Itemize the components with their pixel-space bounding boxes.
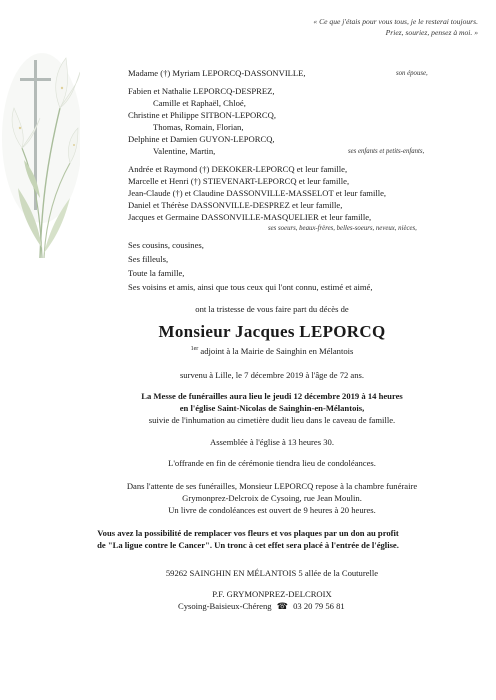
- family-address: 59262 SAINGHIN EN MÉLANTOIS 5 allée de la Couturelle: [165, 568, 379, 578]
- funeral-home-phone: 03 20 79 56 81: [293, 601, 345, 611]
- children-line-3: Christine et Philippe SITBON-LEPORCQ,: [128, 110, 277, 120]
- others-line-2: Ses filleuls,: [128, 254, 169, 264]
- children-line-1: Fabien et Nathalie LEPORCQ-DESPREZ,: [128, 86, 275, 96]
- others-line-4: Ses voisins et amis, ainsi que tous ceux qui l'ont connu, estimé et aimé,: [128, 282, 373, 292]
- siblings-line-3: Jean-Claude (†) et Claudine DASSONVILLE-MASSELOT et leur famille,: [128, 188, 387, 198]
- children-line-5: Delphine et Damien GUYON-LEPORCQ,: [128, 134, 275, 144]
- mass-line-1: La Messe de funérailles aura lieu le jeudi 12 décembre 2019 à 14 heures: [141, 391, 403, 401]
- telephone-icon: ☎: [276, 601, 288, 611]
- deceased-name: Monsieur Jacques LEPORCQ: [158, 322, 386, 341]
- donation-line-2: de "La ligue contre le Cancer". Un tronc à cet effet sera placé à l'entrée de l'église.: [97, 540, 399, 550]
- death-line: survenu à Lille, le 7 décembre 2019 à l'âge de 72 ans.: [179, 370, 365, 380]
- mass-line-2: en l'église Saint-Nicolas de Sainghin-en-Mélantois,: [179, 403, 365, 413]
- epitaph-quote-line-1: « Ce que j'étais pour vous tous, je le resterai toujours.: [313, 17, 478, 26]
- funeral-home-name: P.F. GRYMONPREZ-DELCROIX: [212, 589, 332, 599]
- epitaph-quote-line-2: Priez, souriez, pensez à moi. »: [385, 28, 478, 37]
- deceased-title-ordinal: 1er: [190, 346, 199, 352]
- deceased-title: [24, 344, 496, 356]
- siblings-relation: ses soeurs, beaux-frères, belles-soeurs, neveux, nièces,: [268, 225, 417, 232]
- siblings-line-4: Daniel et Thérèse DASSONVILLE-DESPREZ et leur famille,: [128, 200, 343, 210]
- others-line-3: Toute la famille,: [128, 268, 185, 278]
- children-line-4: Thomas, Romain, Florian,: [153, 122, 244, 132]
- spouse-line: Madame (†) Myriam LEPORCQ-DASSONVILLE,: [128, 68, 306, 78]
- announcement-line: ont la tristesse de vous faire part du décès de: [195, 304, 349, 314]
- siblings-line-5: Jacques et Germaine DASSONVILLE-MASQUELIER et leur famille,: [128, 212, 372, 222]
- rest-line-1: Dans l'attente de ses funérailles, Monsieur LEPORCQ repose à la chambre funéraire: [126, 481, 418, 491]
- rest-line-3: Un livre de condoléances est ouvert de 9 heures à 20 heures.: [168, 505, 376, 515]
- funeral-home-city: Cysoing-Baisieux-Chéreng: [178, 601, 272, 611]
- children-line-2: Camille et Raphaël, Chloé,: [153, 98, 246, 108]
- others-line-1: Ses cousins, cousines,: [128, 240, 204, 250]
- siblings-line-1: Andrée et Raymond (†) DEKOKER-LEPORCQ et leur famille,: [128, 164, 348, 174]
- children-line-6: Valentine, Martin,: [153, 146, 216, 156]
- mass-line-3: suivie de l'inhumation au cimetière dudit lieu dans le caveau de famille.: [148, 415, 396, 425]
- children-relation: ses enfants et petits-enfants,: [348, 148, 425, 155]
- siblings-line-2: Marcelle et Henri (†) STIEVENART-LEPORCQ et leur famille,: [128, 176, 350, 186]
- deceased-title-text: adjoint à la Mairie de Sainghin en Mélantois: [198, 345, 354, 356]
- offering-line: L'offrande en fin de cérémonie tiendra lieu de condoléances.: [168, 458, 376, 468]
- gathering-line: Assemblée à l'église à 13 heures 30.: [210, 437, 334, 447]
- spouse-relation: son épouse,: [396, 70, 428, 77]
- funeral-home-contact: [178, 601, 345, 611]
- donation-line-1: Vous avez la possibilité de remplacer vos fleurs et vos plaques par un don au profit: [97, 528, 399, 538]
- rest-line-2: Grymonprez-Delcroix de Cysoing, rue Jean Moulin.: [182, 493, 362, 503]
- lily-cross-illustration: [0, 48, 80, 298]
